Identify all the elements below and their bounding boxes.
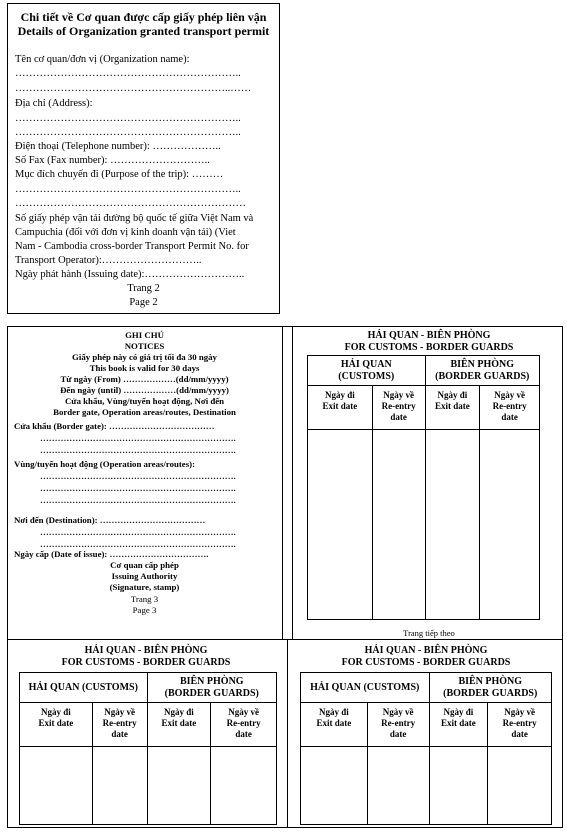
guards-exit-date-entry[interactable]: [429, 747, 488, 825]
page-2-title-vi: Chi tiết về Cơ quan được cấp giấy phép liên vận: [20, 10, 267, 24]
page-2-title-en: Details of Organization granted transport permit: [17, 24, 270, 38]
customs-header-vi: HẢI QUAN: [340, 358, 392, 370]
spread-horizontal-divider: [7, 639, 563, 640]
customs-reentry-date-header: Ngày về Re-entry date: [92, 703, 147, 747]
customs-exit-date-header: Ngày đi Exit date: [20, 703, 93, 747]
continued-next-page: Trang tiếp theo: [403, 628, 455, 638]
customs-header-inline: HẢI QUAN (CUSTOMS): [310, 681, 420, 693]
spread-divider-top-2: [292, 326, 293, 639]
signature-stamp: (Signature, stamp): [109, 582, 180, 592]
address-dots-2: ………………………………………………………..: [15, 127, 241, 138]
validity-vi: Giấy phép này có giá trị tối đa 30 ngày: [72, 352, 217, 362]
page-number-en: Page 2: [129, 297, 158, 308]
spread-divider-top: [282, 326, 283, 639]
customs-header-cell: [301, 673, 430, 703]
address-label: Địa chỉ (Address):: [15, 98, 93, 109]
permit-number-line-4: Transport Operator):………………………..: [15, 255, 202, 266]
customs-reentry-date-header: Ngày về Re-entry date: [372, 386, 425, 430]
destination-dots-1: ………………………………………………………….: [40, 527, 236, 537]
destination-dots-2: ………………………………………………………….: [40, 539, 236, 549]
page-2-card: [7, 3, 280, 314]
guards-exit-date-header: Ngày đi Exit date: [147, 703, 211, 747]
guards-exit-date-header: Ngày đi Exit date: [429, 703, 488, 747]
fax-line: Số Fax (Fax number): ………………………..: [15, 155, 210, 166]
until-date-line: Đến ngày (until) ………………(dd/mm/yyyy): [60, 385, 229, 395]
customs-title-en-3: FOR CUSTOMS - BORDER GUARDS: [341, 657, 511, 668]
guards-reentry-date-header: Ngày về Re-entry date: [211, 703, 277, 747]
destination-line: Nơi đến (Destination): ………………………………: [14, 515, 206, 525]
border-guards-header-en: (BORDER GUARDS): [164, 687, 259, 699]
issuing-authority-en: Issuing Authority: [111, 571, 178, 581]
permit-number-line-2: Campuchia (đối với đơn vị kinh doanh vận tải) (Viet: [15, 227, 236, 238]
page-3-notices: [7, 326, 282, 639]
guards-exit-date-entry[interactable]: [147, 747, 211, 825]
customs-reentry-date-entry[interactable]: [367, 747, 429, 825]
border-gate-line: Cửa khẩu (Border gate): ………………………………: [14, 421, 215, 431]
telephone-line: Điện thoại (Telephone number): ………………..: [15, 141, 221, 152]
border-guards-header-vi: BIÊN PHÒNG: [450, 358, 515, 370]
operation-areas-label: Vùng/tuyến hoạt động (Operation areas/routes):: [14, 459, 195, 469]
purpose-label: Mục đích chuyến đi (Purpose of the trip): ………: [15, 169, 224, 180]
issuing-authority-vi: Cơ quan cấp phép: [110, 560, 179, 570]
customs-title-en-2: FOR CUSTOMS - BORDER GUARDS: [61, 657, 231, 668]
page-number-vi: Trang 2: [127, 283, 160, 294]
guards-reentry-date-entry[interactable]: [480, 430, 540, 620]
notices-heading-vi: GHI CHÚ: [125, 330, 164, 340]
border-guards-header-cell: [147, 673, 276, 703]
customs-log-table-1: [307, 355, 540, 620]
permit-number-line-1: Số giấy phép vận tải đường bộ quốc tế giữa Việt Nam và: [15, 213, 254, 224]
border-guards-header-vi: BIÊN PHÒNG: [179, 675, 244, 687]
purpose-dots-1: ………………………………………………………..: [15, 184, 241, 195]
guards-reentry-date-entry[interactable]: [488, 747, 552, 825]
guards-reentry-date-header: Ngày về Re-entry date: [480, 386, 540, 430]
customs-title-en: FOR CUSTOMS - BORDER GUARDS: [344, 342, 514, 353]
guards-exit-date-entry[interactable]: [425, 430, 480, 620]
org-name-dots-2: ……………………………………………………..……: [15, 83, 252, 94]
customs-header-cell: [20, 673, 148, 703]
page-3-number-vi: Trang 3: [130, 594, 159, 604]
border-gate-dots-2: ………………………………………………………….: [40, 445, 236, 455]
border-guards-header-cell: [429, 673, 552, 703]
customs-exit-date-entry[interactable]: [20, 747, 93, 825]
operation-dots-2: ………………………………………………………….: [40, 483, 236, 493]
permit-number-line-3: Nam - Cambodia cross-border Transport Permit No. for: [15, 241, 249, 252]
customs-exit-date-header: Ngày đi Exit date: [308, 386, 373, 430]
customs-title-vi-3: HẢI QUAN - BIÊN PHÒNG: [364, 645, 488, 656]
customs-exit-date-entry[interactable]: [308, 430, 373, 620]
org-name-label: Tên cơ quan/đơn vị (Organization name):: [15, 54, 190, 65]
from-date-line: Từ ngày (From) ………………(dd/mm/yyyy): [60, 374, 229, 384]
customs-header-inline: HẢI QUAN (CUSTOMS): [28, 681, 138, 693]
customs-header-en: (CUSTOMS): [338, 370, 395, 382]
customs-exit-date-entry[interactable]: [301, 747, 368, 825]
border-guards-header-cell: [425, 356, 539, 386]
border-gate-dots-1: ………………………………………………………….: [40, 433, 236, 443]
customs-exit-date-header: Ngày đi Exit date: [301, 703, 368, 747]
purpose-dots-2: …………………………………………………………: [15, 198, 246, 209]
customs-log-table-3: [300, 672, 552, 825]
operation-dots-1: ………………………………………………………….: [40, 471, 236, 481]
validity-en: This book is valid for 30 days: [89, 363, 200, 373]
address-dots-1: ………………………………………………………..: [15, 113, 241, 124]
customs-log-table-2: [19, 672, 277, 825]
border-guards-header-en: (BORDER GUARDS): [435, 370, 530, 382]
spread-divider-bottom: [287, 639, 288, 828]
customs-reentry-date-entry[interactable]: [92, 747, 147, 825]
notices-heading-en: NOTICES: [124, 341, 165, 351]
guards-exit-date-header: Ngày đi Exit date: [425, 386, 480, 430]
customs-header-cell: [308, 356, 426, 386]
gate-heading-vi: Cửa khẩu, Vùng/tuyến hoạt động, Nơi đến: [64, 396, 225, 406]
border-guards-header-en: (BORDER GUARDS): [443, 687, 538, 699]
border-guards-header-vi: BIÊN PHÒNG: [458, 675, 523, 687]
operation-dots-3: ………………………………………………………….: [40, 495, 236, 505]
guards-reentry-date-header: Ngày về Re-entry date: [488, 703, 552, 747]
guards-reentry-date-entry[interactable]: [211, 747, 277, 825]
page-3-number-en: Page 3: [132, 605, 157, 615]
org-name-dots-1: ………………………………………………………..: [15, 68, 241, 79]
gate-heading-en: Border gate, Operation areas/routes, Destination: [53, 407, 236, 417]
customs-title-vi: HẢI QUAN - BIÊN PHÒNG: [367, 330, 491, 341]
customs-reentry-date-header: Ngày về Re-entry date: [367, 703, 429, 747]
customs-reentry-date-entry[interactable]: [372, 430, 425, 620]
issue-date-line: Ngày cấp (Date of issue): …………………………….: [14, 549, 209, 559]
issuing-date-line: Ngày phát hành (Issuing date):………………………..: [15, 269, 245, 280]
customs-title-vi-2: HẢI QUAN - BIÊN PHÒNG: [84, 645, 208, 656]
